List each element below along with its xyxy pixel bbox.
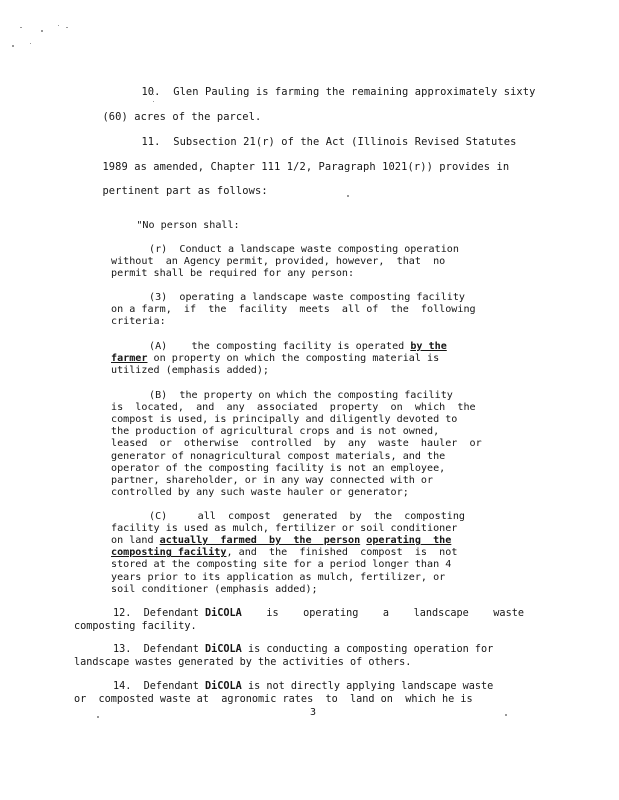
quote-3-line: criteria:: [111, 316, 166, 328]
quote-c-line: soil conditioner (emphasis added);: [111, 583, 318, 595]
emphasis-by-the: by the: [410, 341, 447, 353]
scan-speck: [41, 30, 43, 32]
quote-c-line: stored at the composting site for a period longer than 4: [111, 559, 452, 571]
paragraph-10-line-2: (60) acres of the parcel.: [102, 110, 262, 123]
paragraph-13-line-2: landscape wastes generated by the activities of others.: [74, 656, 412, 668]
quote-c-line: on land: [111, 535, 160, 547]
scan-speck: [30, 43, 31, 44]
scan-speck: [66, 27, 68, 28]
quote-a-line: utilized (emphasis added);: [111, 365, 270, 377]
paragraph-12-line-2: composting facility.: [74, 620, 197, 632]
defendant-name: DiCOLA: [205, 644, 242, 656]
emphasis-actually-farmed: actually farmed by the person: [159, 535, 361, 547]
scan-speck: [12, 45, 14, 47]
defendant-name: DiCOLA: [205, 681, 242, 693]
scan-speck: [20, 27, 22, 28]
quote-b-line: generator of nonagricultural compost materials, and the: [111, 450, 446, 462]
paragraph-13: 13. Defendant DiCOLA is conducting a composting operation for landscape wastes generated by the activities of others.: [74, 644, 494, 668]
quote-3-line: on a farm, if the facility meets all of the following: [111, 304, 476, 316]
quote-b-line: is located, and any associated property on which the: [111, 402, 476, 414]
quote-c-line: (C) all compost generated by the composting: [149, 511, 466, 523]
paragraph-12: 12. Defendant DiCOLA is operating a landscape waste composting facility.: [74, 608, 524, 632]
paragraph-11-line-3: pertinent part as follows:: [102, 184, 268, 197]
quote-a-line: (A) the composting facility is operated: [149, 341, 411, 353]
paragraph-14: 14. Defendant DiCOLA is not directly applying landscape waste or composted waste at agronomic rates to land on which he is: [74, 681, 494, 705]
paragraph-11-line-1: 11. Subsection 21(r) of the Act (Illinois Revised Statutes: [141, 135, 517, 148]
quote-b-line: leased or otherwise controlled by any waste hauler or: [111, 438, 482, 450]
quote-b-line: (B) the property on which the composting facility: [149, 390, 453, 402]
quote-r-line: without an Agency permit, provided, however, that no: [111, 256, 446, 268]
quote-a-line: on property on which the composting material is: [147, 353, 440, 365]
quote-criterion-c: [111, 499, 465, 608]
quote-r-line: (r) Conduct a landscape waste composting operation: [149, 244, 459, 256]
quote-intro: "No person shall:: [136, 220, 240, 232]
quote-c-line: years prior to its application as mulch, fertilizer, or: [111, 571, 446, 583]
emphasis-composting-facility: composting facility: [111, 547, 227, 559]
page-number: 3: [310, 707, 317, 718]
paragraph-10-line-1: 10. Glen Pauling is farming the remaining approximately sixty: [141, 85, 536, 98]
quote-c-line: , and the finished compost is not: [226, 547, 458, 559]
quote-r-line: permit shall be required for any person:: [111, 268, 355, 280]
quote-b-line: controlled by any such waste hauler or generator;: [111, 486, 409, 498]
scan-speck: [505, 714, 507, 716]
quote-3-line: (3) operating a landscape waste composting facility: [149, 292, 466, 304]
quote-b-line: partner, shareholder, or in any way connected with or: [111, 474, 434, 486]
paragraph-11-line-2: 1989 as amended, Chapter 111 1/2, Paragraph 1021(r)) provides in: [102, 160, 510, 173]
defendant-name: DiCOLA: [205, 608, 242, 620]
quote-b-line: operator of the composting facility is not an employee,: [111, 462, 446, 474]
quote-criterion-b: [111, 378, 482, 511]
emphasis-operating-the: operating the: [366, 535, 452, 547]
quote-b-line: compost is used, is principally and diligently devoted to: [111, 414, 458, 426]
paragraph-14-line-2: or composted waste at agronomic rates to land on which he is: [74, 693, 473, 705]
scan-speck: [58, 25, 59, 26]
quote-b-line: the production of agricultural crops and is not owned,: [111, 426, 440, 438]
emphasis-farmer: farmer: [111, 353, 148, 365]
quote-c-line: facility is used as mulch, fertilizer or soil conditioner: [111, 523, 458, 535]
